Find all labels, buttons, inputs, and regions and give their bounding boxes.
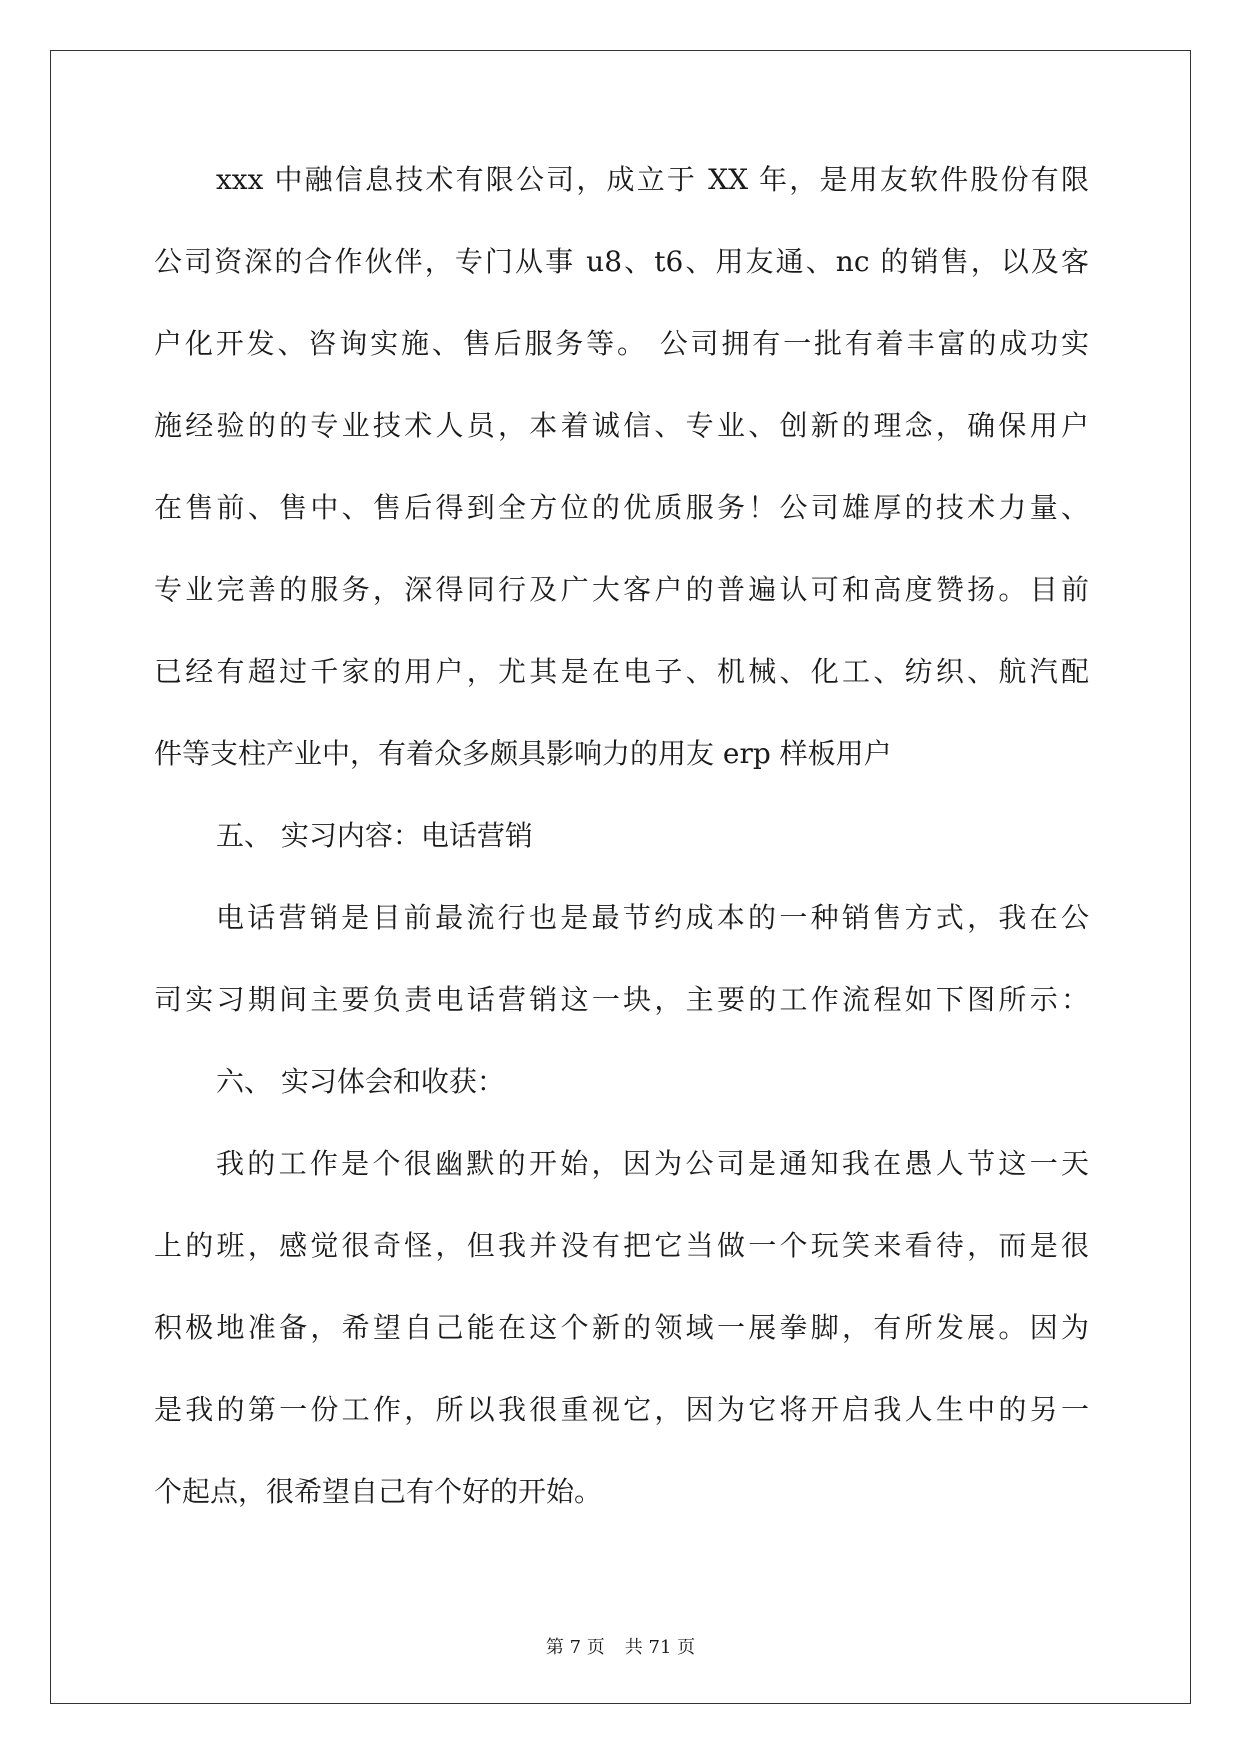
total-pages: 共 71 页 (624, 1637, 696, 1658)
page-number: 第 7 页 (545, 1637, 605, 1658)
text-line: 积极地准备，希望自己能在这个新的领域一展拳脚，有所发展。因为 (154, 1311, 1089, 1344)
page-footer (0, 1633, 1241, 1659)
text-line: 六、 实习体会和收获： (216, 1065, 505, 1098)
text-line: 在售前、售中、售后得到全方位的优质服务！公司雄厚的技术力量、 (154, 491, 1089, 524)
text-line: 已经有超过千家的用户，尤其是在电子、机械、化工、纺织、航汽配 (154, 655, 1089, 688)
text-line: 专业完善的服务，深得同行及广大客户的普遍认可和高度赞扬。目前 (154, 573, 1089, 606)
text-line: 司实习期间主要负责电话营销这一块，主要的工作流程如下图所示： (154, 983, 1089, 1016)
text-line: 五、 实习内容：电话营销 (216, 819, 533, 852)
text-line: 上的班，感觉很奇怪，但我并没有把它当做一个玩笑来看待，而是很 (154, 1229, 1089, 1262)
text-line: 是我的第一份工作，所以我很重视它，因为它将开启我人生中的另一 (154, 1393, 1089, 1426)
text-line: 件等支柱产业中，有着众多颇具影响力的用友 erp 样板用户 (154, 737, 892, 770)
text-line: xxx 中融信息技术有限公司，成立于 XX 年，是用友软件股份有限 (216, 163, 1089, 196)
text-line: 公司资深的合作伙伴，专门从事 u8、t6、用友通、nc 的销售，以及客 (154, 245, 1089, 278)
text-line: 户化开发、咨询实施、售后服务等。 公司拥有一批有着丰富的成功实 (154, 327, 1089, 360)
document-body (154, 160, 1089, 1554)
text-line: 施经验的的专业技术人员，本着诚信、专业、创新的理念，确保用户 (154, 409, 1089, 442)
text-line: 个起点，很希望自己有个好的开始。 (154, 1475, 603, 1508)
text-line: 我的工作是个很幽默的开始，因为公司是通知我在愚人节这一天 (216, 1147, 1089, 1180)
text-line: 电话营销是目前最流行也是最节约成本的一种销售方式，我在公 (216, 901, 1089, 934)
